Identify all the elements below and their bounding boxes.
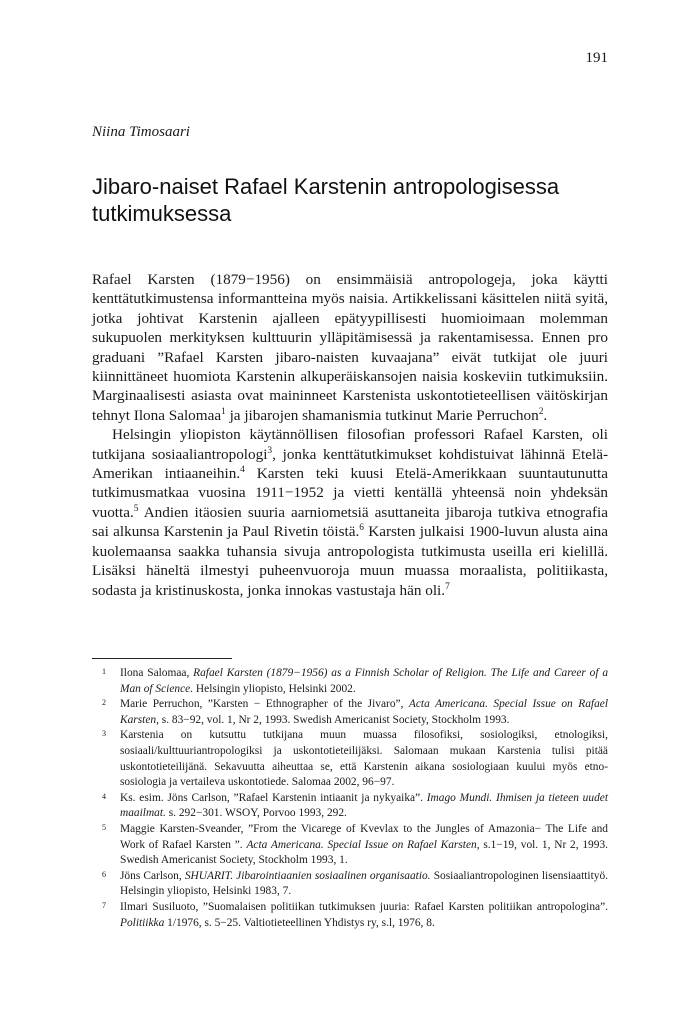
footnote-ref: 1 [221,406,226,417]
text-run: Karstenia on kutsuttu tutkijana muun muassa filosofiksi, sosiologiksi, etnologiksi, sosiaali/kulttuuriantropologiksi ja uskontotieteilijäksi. Salomaan mukaan Karstenia tulisi pitää uskontotieteilijänä. Sekavuutta aiheuttaa se, että Karstenin aikana sosiologiaan kuului myös etno-sosiologia ja vertaileva uskontotiede. Salomaa 2002, 96−97. [120,729,608,789]
footnote-ref: 5 [133,503,139,514]
text-run: Karsten teki kuusi Etelä-Amerikkaan suuntautunutta tutkimusmatkaa vuosina 1911−1952 ja vietti kentällä yhteensä noin yhdeksän vuotta. [92,465,608,521]
footnote [92,900,608,931]
text-run: Maggie Karsten-Sveander, ”From the Vicarege of Kvevlax to the Jungles of Amazonia− The Life and Work of Rafael Karsten ”. [120,822,608,851]
text-run: s. 83−92, vol. 1, Nr 2, 1993. Swedish Americanist Society, Stockholm 1993. [158,713,510,726]
italic-text: Rafael Karsten (1879−1956) as a Finnish Scholar of Religion. The Life and Career of a Man of Science. [120,667,609,695]
text-run: Ks. esim. Jöns Carlson, ”Rafael Karstenin intiaanit ja nykyaika”. [120,791,427,804]
footnote-ref: 3 [267,445,273,456]
body-paragraph [92,425,608,600]
text-run: Marie Perruchon, ”Karsten − Ethnographer of the Jivaro”, [120,698,409,711]
footnote-text [120,667,608,695]
text-run: Andien itäosien suuria aarniometsiä asuttaneita jibaroja tutkiva etnografia sai alkunsa Karstenin ja Paul Rivetin töistä. [92,503,608,541]
italic-text: Acta Americana. Special Issue on Rafael Karsten, [246,838,480,851]
footnote-ref: 4 [240,465,245,475]
text-run: Ilona Salomaa, [120,667,194,679]
footnote-number: 6 [102,869,106,879]
text-run: Rafael Karsten (1879−1956) on ensimmäisiä antropologeja, joka käytti kenttätutkimustensa informantteina myös naisia. Artikkelissani käsittelen niitä syitä, jotka johtivat Karstenin ajalleen epätyypillisesti huomioimaan molemman sukupuolen merkityksen kulttuurin ylläpitämisessä ja rakentamisessa. Ennen pro graduani ”Rafael Karsten jibaro-naisten kuvaajana” eivät tutkijat ole juuri kiinnittäneet huomiota Karstenin alkuperäiskansojen naisia koskeviin tutkimuksiin. Marginaalisesti asiasta ovat maininneet Karstenista uskontotieteellisen väitöskirjan tehnyt Ilona Salomaa [92,271,608,424]
footnote-text [120,870,608,898]
text-run: Jöns Carlson, [120,869,185,882]
italic-text: Politiikka [120,916,165,929]
footnote-text [120,698,608,726]
footnote-number: 3 [102,729,106,739]
footnote-number: 5 [102,822,106,832]
text-run: ja jibarojen shamanismia tutkinut Marie Perruchon [225,406,539,424]
footnote-divider [92,658,232,659]
footnote [92,869,608,900]
footnote-ref: 2 [538,406,544,417]
footnote [92,697,608,728]
footnote-ref: 6 [359,523,364,534]
text-run: Sosiaaliantropologinen lisensiaattityö. Helsingin yliopisto, Helsinki 1983, 7. [120,869,608,898]
footnote-text [120,729,608,788]
text-run: Helsingin yliopisto, Helsinki 2002. [193,682,356,695]
text-run: Ilmari Susiluoto, ”Suomalaisen politiikan tutkimuksen juuria: Rafael Karsten politiikan antropologina”. [120,900,608,913]
footnote [92,666,608,697]
footnote-number: 4 [102,791,106,801]
footnote-text [120,792,608,820]
article-title: Jibaro-naiset Rafael Karstenin antropologisessa tutkimuksessa [92,174,560,226]
footnote [92,822,608,869]
page-number: 191 [585,50,608,66]
italic-text: Acta Americana. Special Issue on Rafael Karsten, [120,698,608,726]
text-run: 1/1976, s. 5−25. Valtiotieteellinen Yhdistys ry, s.l, 1976, 8. [164,916,435,929]
footnote-number: 1 [102,667,106,676]
body-paragraph [92,270,608,425]
footnote-number: 7 [102,900,106,910]
footnote [92,791,608,822]
footnotes [92,666,608,931]
footnote [92,728,608,790]
article-body [92,270,608,600]
text-run: Karsten julkaisi 1900-luvun alusta aina kuolemaansa saakka tuhansia sivuja antropologista tutkimusta useilla eri kielillä. Lisäksi häneltä ilmestyi puheenvuoroja muun muassa moraalista, politiikasta, sodasta ja kristinuskosta, jonka innokas vastustaja hän oli. [92,523,609,599]
text-run: . [543,406,548,424]
text-run: , jonka kenttätutkimukset kohdistuivat lähinnä Etelä-Amerikan intiaaneihin. [92,445,609,483]
italic-text: Imago Mundi. Ihmisen ja tieteen uudet maailmat. [120,791,608,820]
italic-text: SHUARIT. Jibarointiaanien sosiaalinen organisaatio. [184,869,431,882]
article-author: Niina Timosaari [92,124,190,140]
footnote-number: 2 [102,698,106,708]
footnote-text [120,901,608,929]
footnote-text [120,823,608,866]
footnote-ref: 7 [445,581,450,592]
text-run: Helsingin yliopiston käytännöllisen filosofian professori Rafael Karsten, oli tutkijana sosiaaliantropologi [92,426,608,463]
text-run: s. 292−301. WSOY, Porvoo 1993, 292. [165,807,347,820]
text-run: s.1−19, vol. 1, Nr 2, 1993. Swedish Americanist Society, Stockholm 1993, 1. [120,838,608,867]
